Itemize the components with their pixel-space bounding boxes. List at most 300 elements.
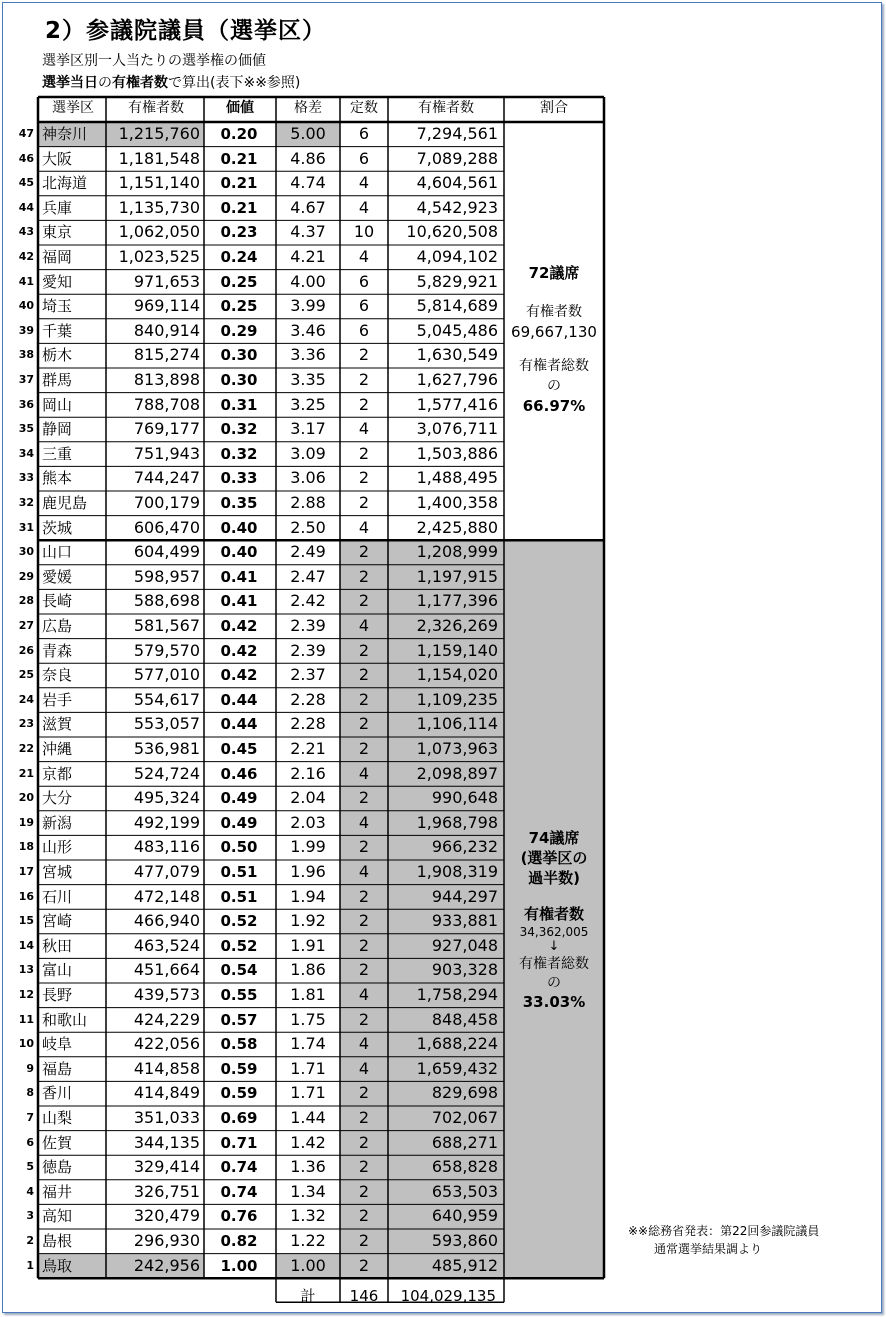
row-total: 848,458 <box>431 1009 498 1029</box>
row-ratio: 4.74 <box>290 173 326 193</box>
row-seats: 4 <box>358 763 370 783</box>
row-total: 1,577,416 <box>416 394 498 414</box>
row-seats: 6 <box>358 320 370 340</box>
row-value: 0.59 <box>220 1059 258 1078</box>
row-rank: 10 <box>18 1037 34 1051</box>
row-pref: 岩手 <box>42 690 73 709</box>
row-pref: 鳥取 <box>42 1256 73 1275</box>
row-pref: 兵庫 <box>42 198 73 217</box>
row-rank: 36 <box>18 397 34 411</box>
row-rank: 1 <box>26 1258 34 1272</box>
row-value: 0.32 <box>220 444 258 463</box>
row-ratio: 1.81 <box>290 985 326 1004</box>
row-value: 0.24 <box>220 248 258 266</box>
row-voters: 472,148 <box>133 886 200 906</box>
row-ratio: 2.37 <box>290 665 326 685</box>
row-pref: 香川 <box>42 1084 73 1103</box>
row-pref: 青森 <box>42 641 73 660</box>
row-voters: 588,698 <box>133 591 200 611</box>
row-seats: 4 <box>358 247 370 266</box>
row-voters: 598,957 <box>133 566 200 586</box>
row-total: 1,630,549 <box>416 345 498 365</box>
row-voters: 495,324 <box>133 788 200 808</box>
row-value: 0.51 <box>220 863 258 881</box>
row-ratio: 4.37 <box>290 222 326 242</box>
row-ratio: 3.36 <box>290 345 326 365</box>
row-total: 5,829,921 <box>416 271 498 291</box>
row-voters: 524,724 <box>133 763 200 783</box>
row-rank: 22 <box>18 742 34 755</box>
row-pref: 宮城 <box>42 863 73 881</box>
row-seats: 2 <box>358 739 370 758</box>
row-voters: 744,247 <box>133 468 200 488</box>
row-voters: 466,940 <box>133 911 200 931</box>
row-total: 2,098,897 <box>416 763 498 783</box>
row-pref: 宮崎 <box>42 912 73 931</box>
row-total: 933,881 <box>431 911 498 931</box>
row-seats: 2 <box>358 1206 370 1226</box>
row-total: 903,328 <box>431 960 498 980</box>
row-rank: 44 <box>18 200 34 214</box>
row-value: 0.30 <box>220 346 258 365</box>
row-pref: 新潟 <box>42 813 73 832</box>
share-top-voters-label: 有権者数 <box>526 304 582 320</box>
row-rank: 43 <box>18 225 34 239</box>
row-total: 1,488,495 <box>416 468 498 488</box>
row-voters: 344,135 <box>133 1132 200 1152</box>
row-total: 944,297 <box>431 886 498 906</box>
row-pref: 山形 <box>42 838 73 857</box>
row-voters: 483,116 <box>133 837 200 857</box>
row-seats: 2 <box>358 394 370 414</box>
row-voters: 536,981 <box>133 739 200 758</box>
row-pref: 東京 <box>42 223 73 242</box>
row-rank: 34 <box>18 446 34 460</box>
row-value: 0.45 <box>220 740 258 758</box>
row-seats: 4 <box>358 1034 370 1054</box>
row-ratio: 3.35 <box>290 370 326 389</box>
share-bottom-seats: 74議席 <box>528 829 580 847</box>
row-seats: 2 <box>358 591 370 611</box>
row-total: 5,045,486 <box>416 320 498 340</box>
row-ratio: 2.04 <box>290 788 326 808</box>
row-rank: 2 <box>26 1234 34 1247</box>
row-seats: 2 <box>358 714 370 734</box>
row-pref: 愛知 <box>42 272 73 291</box>
row-value: 0.23 <box>220 223 258 242</box>
row-seats: 2 <box>358 468 370 488</box>
row-pref: 埼玉 <box>42 297 73 316</box>
row-total: 702,067 <box>431 1108 498 1127</box>
row-value: 0.21 <box>220 149 258 168</box>
row-seats: 6 <box>358 271 370 291</box>
header-total-voters: 有権者数 <box>418 100 474 116</box>
row-ratio: 1.99 <box>290 837 326 857</box>
row-seats: 2 <box>358 886 370 906</box>
row-total: 485,912 <box>431 1255 498 1275</box>
row-total: 829,698 <box>431 1083 498 1103</box>
row-voters: 604,499 <box>133 542 200 562</box>
row-total: 10,620,508 <box>406 222 498 242</box>
row-ratio: 1.92 <box>290 911 326 931</box>
row-total: 640,959 <box>431 1206 498 1226</box>
row-ratio: 2.39 <box>290 640 326 660</box>
row-voters: 577,010 <box>133 665 200 685</box>
row-voters: 296,930 <box>133 1231 200 1250</box>
share-top-block <box>506 262 602 416</box>
note-bold-2: 有権者数 <box>112 75 168 91</box>
row-seats: 2 <box>358 1083 370 1103</box>
row-ratio: 5.00 <box>290 124 326 143</box>
row-ratio: 1.32 <box>290 1206 326 1226</box>
row-total: 2,326,269 <box>416 616 498 635</box>
source-line-2: 通常選挙結果調より <box>654 1242 763 1256</box>
source-note <box>628 1222 819 1258</box>
row-total: 1,159,140 <box>416 640 498 660</box>
row-value: 0.33 <box>220 469 258 488</box>
row-ratio: 4.67 <box>290 197 326 217</box>
row-pref: 長崎 <box>42 592 73 611</box>
row-seats: 2 <box>358 345 370 365</box>
row-pref: 群馬 <box>42 371 73 389</box>
row-total: 1,758,294 <box>416 985 498 1004</box>
row-total: 1,688,224 <box>416 1034 498 1054</box>
row-value: 0.31 <box>220 395 258 414</box>
share-bottom-seats-note-2: 過半数) <box>528 869 580 887</box>
row-ratio: 1.00 <box>290 1255 326 1275</box>
row-rank: 25 <box>18 668 34 682</box>
row-pref: 静岡 <box>42 420 73 439</box>
total-voters: 104,029,135 <box>400 1287 496 1305</box>
row-rank: 12 <box>18 988 34 1001</box>
row-value: 0.51 <box>220 887 258 906</box>
row-pref: 茨城 <box>42 518 73 537</box>
row-pref: 京都 <box>42 764 73 783</box>
row-value: 0.30 <box>220 371 258 389</box>
row-value: 0.58 <box>220 1035 258 1054</box>
row-total: 1,177,396 <box>416 591 498 611</box>
row-pref: 長野 <box>42 986 73 1004</box>
header-value: 価値 <box>226 100 254 116</box>
row-rank: 21 <box>18 766 34 780</box>
row-value: 0.42 <box>220 666 258 685</box>
row-ratio: 2.50 <box>290 517 326 537</box>
row-value: 0.25 <box>220 297 258 316</box>
header-share: 割合 <box>540 100 568 116</box>
header-voters: 有権者数 <box>128 100 184 116</box>
row-voters: 840,914 <box>133 320 200 340</box>
row-value: 0.69 <box>220 1109 258 1127</box>
row-ratio: 1.22 <box>290 1231 326 1250</box>
row-seats: 2 <box>358 1255 370 1275</box>
row-rank: 18 <box>18 840 34 854</box>
row-pref: 山口 <box>42 543 73 562</box>
row-rank: 3 <box>26 1209 34 1223</box>
row-total: 658,828 <box>431 1157 498 1177</box>
row-ratio: 1.71 <box>290 1058 326 1078</box>
row-value: 0.29 <box>220 321 258 340</box>
row-voters: 813,898 <box>133 370 200 389</box>
row-voters: 329,414 <box>133 1157 200 1177</box>
row-ratio: 1.94 <box>290 886 326 906</box>
header-seats: 定数 <box>350 100 378 116</box>
row-total: 1,400,358 <box>416 493 498 512</box>
row-seats: 6 <box>358 296 370 316</box>
row-voters: 554,617 <box>133 689 200 709</box>
row-seats: 4 <box>358 812 370 832</box>
row-ratio: 2.16 <box>290 763 326 783</box>
row-total: 927,048 <box>431 935 498 955</box>
row-value: 0.32 <box>220 420 258 439</box>
share-bottom-voters-label: 有権者数 <box>523 905 584 923</box>
row-voters: 424,229 <box>133 1009 200 1029</box>
row-rank: 30 <box>18 545 34 559</box>
row-total: 1,627,796 <box>416 370 498 389</box>
row-pref: 福島 <box>42 1059 73 1078</box>
row-value: 0.21 <box>220 198 258 217</box>
header-ratio: 格差 <box>294 100 322 116</box>
share-bottom-block <box>506 828 602 1012</box>
row-voters: 320,479 <box>133 1206 200 1226</box>
row-pref: 石川 <box>42 887 73 906</box>
row-value: 0.55 <box>220 986 258 1004</box>
row-value: 0.49 <box>220 789 258 808</box>
row-rank: 26 <box>18 643 34 657</box>
row-voters: 1,151,140 <box>118 173 200 193</box>
row-seats: 2 <box>358 1157 370 1177</box>
note-mid: の <box>98 75 112 91</box>
row-pref: 沖縄 <box>42 740 73 758</box>
row-value: 0.54 <box>220 961 258 980</box>
row-voters: 553,057 <box>133 714 200 734</box>
row-pref: 栃木 <box>42 346 73 365</box>
row-voters: 1,062,050 <box>118 222 200 242</box>
row-ratio: 2.39 <box>290 616 326 635</box>
row-seats: 2 <box>358 960 370 980</box>
row-pref: 滋賀 <box>42 715 73 734</box>
row-rank: 46 <box>18 151 34 165</box>
note-bold-1: 選挙当日 <box>42 75 98 91</box>
row-seats: 4 <box>358 173 370 193</box>
row-seats: 2 <box>358 837 370 857</box>
row-rank: 13 <box>18 963 34 977</box>
row-ratio: 4.00 <box>290 271 326 291</box>
row-seats: 2 <box>358 665 370 685</box>
row-value: 0.20 <box>220 125 258 143</box>
row-pref: 岡山 <box>42 395 73 414</box>
row-rank: 47 <box>18 127 34 140</box>
source-line-1: ※※総務省発表：第22回参議院議員 <box>628 1224 820 1238</box>
row-total: 5,814,689 <box>416 296 498 316</box>
row-voters: 422,056 <box>133 1034 200 1054</box>
row-value: 0.52 <box>220 912 258 931</box>
row-value: 0.35 <box>220 494 258 512</box>
row-rank: 27 <box>18 619 34 632</box>
row-seats: 2 <box>358 1231 370 1250</box>
row-value: 0.42 <box>220 617 258 635</box>
row-value: 0.40 <box>220 518 258 537</box>
page-title: 2）参議院議員（選挙区） <box>45 18 327 44</box>
row-pref: 福井 <box>42 1182 73 1201</box>
row-pref: 愛媛 <box>42 567 73 586</box>
row-total: 653,503 <box>431 1181 498 1201</box>
row-rank: 16 <box>18 889 34 903</box>
row-pref: 大分 <box>42 789 73 808</box>
row-total: 1,073,963 <box>416 739 498 758</box>
row-pref: 秋田 <box>42 936 73 955</box>
row-voters: 414,849 <box>133 1083 200 1103</box>
share-top-percent: 66.97% <box>522 397 586 415</box>
row-pref: 千葉 <box>42 321 73 340</box>
row-ratio: 2.47 <box>290 566 326 586</box>
row-pref: 岐阜 <box>42 1035 73 1054</box>
row-rank: 41 <box>18 274 34 288</box>
row-total: 1,503,886 <box>416 443 498 463</box>
row-voters: 463,524 <box>133 935 200 955</box>
row-value: 0.46 <box>220 764 258 783</box>
row-ratio: 1.44 <box>290 1108 326 1127</box>
row-rank: 19 <box>18 815 34 829</box>
row-rank: 37 <box>18 373 34 386</box>
row-voters: 971,653 <box>133 271 200 291</box>
row-voters: 451,664 <box>133 960 200 980</box>
row-pref: 奈良 <box>42 666 73 685</box>
row-voters: 477,079 <box>133 862 200 881</box>
row-rank: 33 <box>18 471 34 485</box>
row-seats: 4 <box>358 616 370 635</box>
row-seats: 10 <box>353 222 375 242</box>
row-rank: 35 <box>18 422 34 436</box>
row-voters: 326,751 <box>133 1181 200 1201</box>
row-seats: 4 <box>358 862 370 881</box>
row-voters: 1,023,525 <box>118 247 200 266</box>
row-rank: 39 <box>18 323 34 337</box>
row-total: 1,208,999 <box>416 542 498 562</box>
row-total: 4,604,561 <box>416 173 498 193</box>
row-total: 3,076,711 <box>416 419 498 439</box>
row-seats: 2 <box>358 1108 370 1127</box>
row-total: 1,109,235 <box>416 689 498 709</box>
row-voters: 1,181,548 <box>118 148 200 168</box>
row-value: 0.52 <box>220 936 258 955</box>
row-ratio: 1.96 <box>290 862 326 881</box>
row-pref: 山梨 <box>42 1109 73 1127</box>
row-seats: 4 <box>358 197 370 217</box>
row-total: 688,271 <box>431 1132 498 1152</box>
row-pref: 北海道 <box>42 174 88 193</box>
row-rank: 9 <box>26 1061 34 1075</box>
row-ratio: 2.21 <box>290 739 326 758</box>
row-ratio: 1.74 <box>290 1034 326 1054</box>
total-label: 計 <box>300 1287 316 1305</box>
row-ratio: 3.99 <box>290 296 326 316</box>
row-voters: 769,177 <box>133 419 200 439</box>
row-seats: 2 <box>358 788 370 808</box>
share-bottom-of: の <box>547 975 561 991</box>
row-rank: 23 <box>18 717 34 731</box>
row-value: 0.44 <box>220 715 258 734</box>
row-rank: 38 <box>18 348 34 362</box>
row-seats: 2 <box>358 566 370 586</box>
row-pref: 佐賀 <box>42 1133 73 1152</box>
share-top-of: の <box>547 378 561 394</box>
row-value: 0.49 <box>220 813 258 832</box>
row-pref: 熊本 <box>42 469 73 488</box>
note-rest: で算出(表下※※参照) <box>168 75 301 91</box>
row-pref: 神奈川 <box>42 125 88 143</box>
row-pref: 大阪 <box>42 149 73 168</box>
row-voters: 439,573 <box>133 985 200 1004</box>
row-voters: 969,114 <box>133 296 200 316</box>
row-seats: 2 <box>358 935 370 955</box>
row-pref: 島根 <box>42 1232 73 1250</box>
row-rank: 4 <box>26 1184 34 1198</box>
row-total: 7,294,561 <box>416 124 498 143</box>
share-bottom-voters: 34,362,005 <box>519 925 589 939</box>
row-value: 0.44 <box>220 690 258 709</box>
row-seats: 2 <box>358 1009 370 1029</box>
row-ratio: 1.86 <box>290 960 326 980</box>
row-voters: 700,179 <box>133 493 200 512</box>
row-seats: 2 <box>358 493 370 512</box>
row-value: 0.40 <box>220 543 258 562</box>
row-ratio: 2.49 <box>290 542 326 562</box>
total-seats: 146 <box>349 1287 379 1305</box>
row-seats: 6 <box>358 148 370 168</box>
row-value: 0.76 <box>220 1207 258 1226</box>
header-district: 選挙区 <box>52 100 94 116</box>
row-voters: 242,956 <box>133 1255 200 1275</box>
row-voters: 1,215,760 <box>118 124 200 143</box>
row-value: 0.82 <box>220 1232 258 1250</box>
row-value: 0.25 <box>220 272 258 291</box>
row-seats: 6 <box>358 124 370 143</box>
row-total: 4,542,923 <box>416 197 498 217</box>
row-ratio: 3.17 <box>290 419 326 439</box>
row-pref: 福岡 <box>42 248 73 266</box>
row-voters: 492,199 <box>133 812 200 832</box>
row-ratio: 2.28 <box>290 689 326 709</box>
row-value: 0.41 <box>220 567 258 586</box>
row-pref: 広島 <box>42 617 73 635</box>
row-value: 0.71 <box>220 1133 258 1152</box>
row-rank: 8 <box>26 1086 34 1100</box>
row-seats: 2 <box>358 911 370 931</box>
row-ratio: 1.34 <box>290 1181 326 1201</box>
row-total: 593,860 <box>431 1231 498 1250</box>
share-top-seats: 72議席 <box>528 264 580 282</box>
row-ratio: 2.28 <box>290 714 326 734</box>
share-top-total-label: 有権者総数 <box>519 358 589 374</box>
row-seats: 2 <box>358 443 370 463</box>
row-ratio: 2.88 <box>290 493 326 512</box>
row-value: 0.74 <box>220 1182 258 1201</box>
row-rank: 6 <box>26 1135 34 1149</box>
row-value: 0.50 <box>220 838 258 857</box>
row-rank: 42 <box>18 250 34 263</box>
row-rank: 28 <box>18 594 34 608</box>
row-total: 1,908,319 <box>416 862 498 881</box>
row-total: 2,425,880 <box>416 517 498 537</box>
row-total: 1,197,915 <box>416 566 498 586</box>
row-rank: 32 <box>18 496 34 509</box>
row-ratio: 1.36 <box>290 1157 326 1177</box>
row-value: 0.21 <box>220 174 258 193</box>
row-rank: 24 <box>18 692 34 706</box>
row-total: 7,089,288 <box>416 148 498 168</box>
row-rank: 31 <box>18 520 34 534</box>
row-rank: 29 <box>18 569 34 583</box>
